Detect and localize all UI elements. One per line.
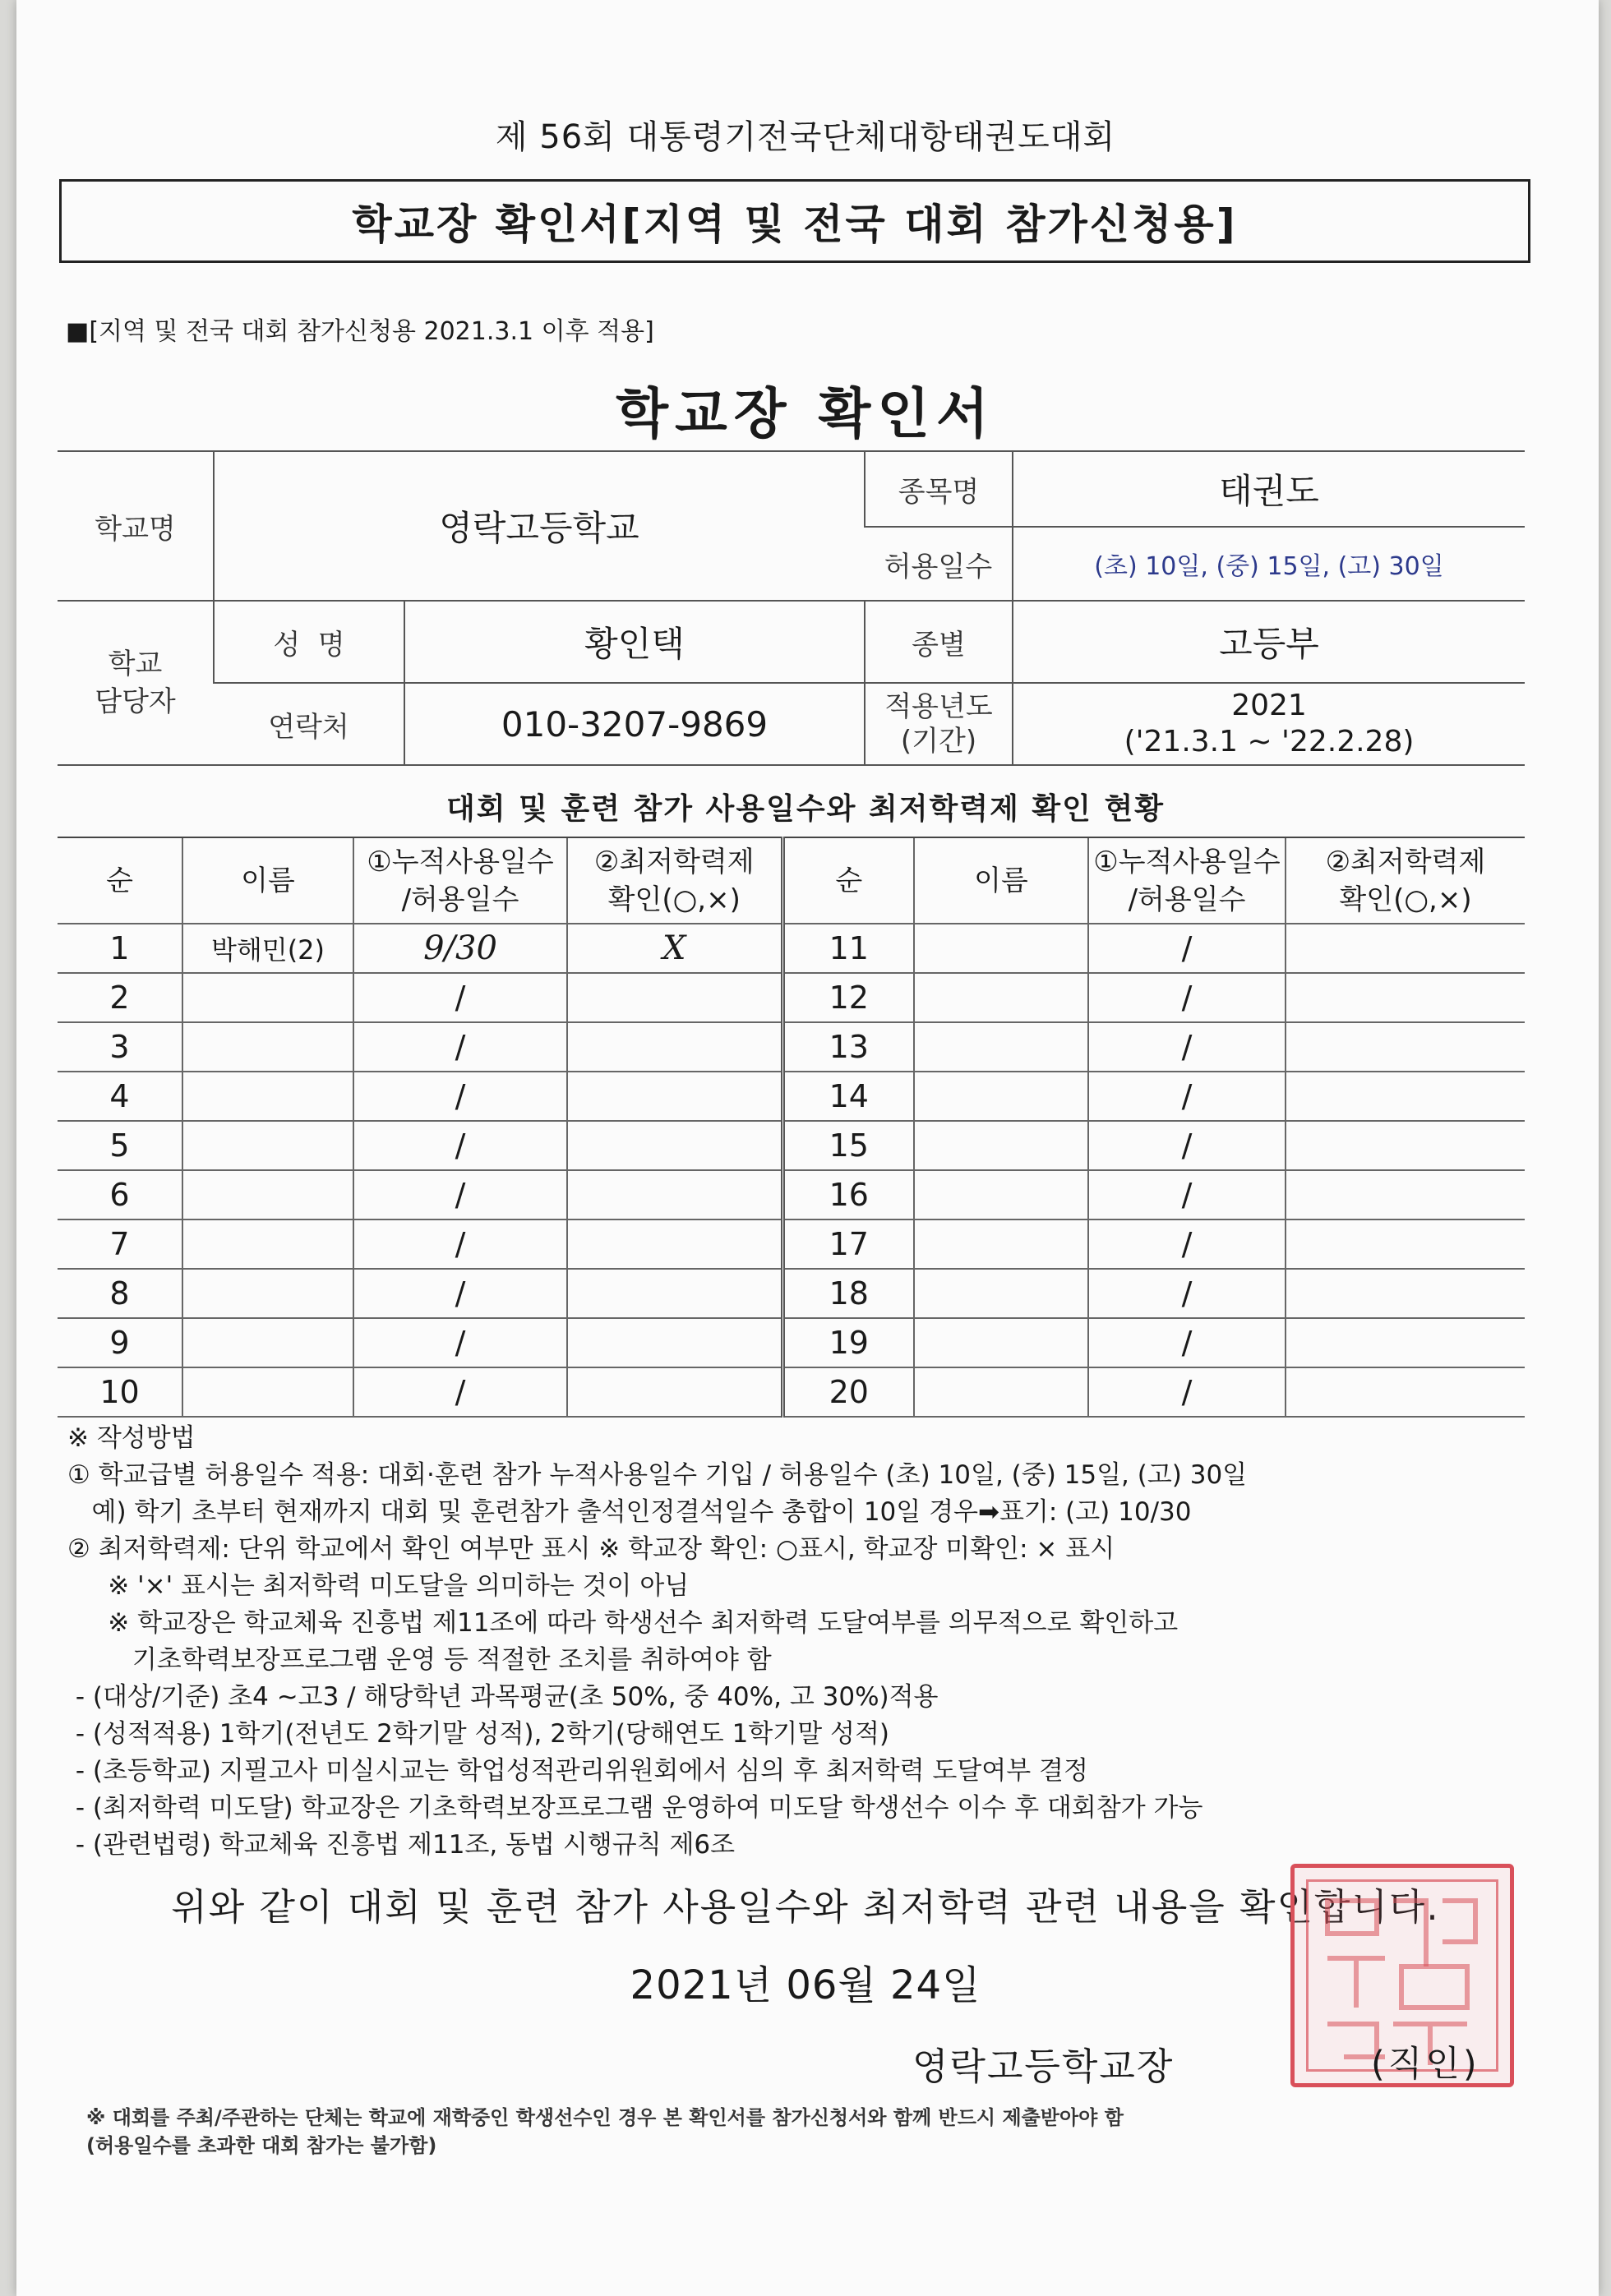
period-text: ('21.3.1 ~ '22.2.28) <box>1124 725 1415 758</box>
roster-left-no-cell: 2 <box>58 973 182 1022</box>
roster-left-no-cell: 3 <box>58 1022 182 1072</box>
instruction-line: ※ 작성방법 <box>67 1423 196 1453</box>
header-days: ①누적사용일수 /허용일수 <box>353 837 567 924</box>
roster-right-academic-cell <box>1286 1170 1525 1219</box>
roster-right-no-cell: 19 <box>782 1318 914 1367</box>
roster-left-name-cell <box>182 1269 353 1318</box>
roster-left-name-cell <box>182 1170 353 1219</box>
roster-left-days-cell: / <box>353 1022 567 1072</box>
roster-right-days-cell: / <box>1088 1121 1286 1170</box>
roster-left-days-cell: / <box>353 1219 567 1269</box>
roster-left-name-cell: 박해민(2) <box>182 924 353 973</box>
roster-left-academic-cell <box>567 973 782 1022</box>
roster-right-academic-cell <box>1286 1121 1525 1170</box>
roster-left-days-cell: 9/30 <box>353 924 567 973</box>
sport-label: 종목명 <box>865 451 1013 527</box>
header-no-right: 순 <box>782 837 914 924</box>
roster-right-academic-cell <box>1286 1318 1525 1367</box>
instruction-line: - (성적적용) 1학기(전년도 2학기말 성적), 2학기(당해연도 1학기말 성적) <box>67 1719 889 1749</box>
roster-left-name-cell <box>182 1072 353 1121</box>
roster-left-name-cell <box>182 1219 353 1269</box>
roster-right-days-cell: / <box>1088 1318 1286 1367</box>
header-academic-right: ②최저학력제 확인(○,×) <box>1286 837 1525 924</box>
roster-left-academic-cell <box>567 1269 782 1318</box>
roster-left-name-cell <box>182 973 353 1022</box>
allowed-days-value: (초) 10일, (중) 15일, (고) 30일 <box>1013 527 1525 601</box>
roster-table <box>58 837 1525 1418</box>
roster-left-academic-cell <box>567 1121 782 1170</box>
roster-left-days-cell: / <box>353 1121 567 1170</box>
school-name-value: 영락고등학교 <box>214 451 865 601</box>
roster-right-name-cell <box>914 1219 1088 1269</box>
roster-left-days-cell: / <box>353 973 567 1022</box>
roster-left-academic-cell <box>567 1318 782 1367</box>
event-title: 제 56회 대통령기전국단체대항태권도대회 <box>495 118 1116 156</box>
roster-right-name-cell <box>914 1318 1088 1367</box>
roster-right-no-cell: 16 <box>782 1170 914 1219</box>
header-name: 이름 <box>182 837 353 924</box>
roster-left-no-cell: 7 <box>58 1219 182 1269</box>
roster-right-name-cell <box>914 1269 1088 1318</box>
document-heading: 학교장 확인서 <box>616 382 995 445</box>
roster-right-name-cell <box>914 1367 1088 1417</box>
instruction-line: - (초등학교) 지필고사 미실시교는 학업성적관리위원회에서 심의 후 최저학력 도달여부 결정 <box>67 1756 1088 1786</box>
roster-left-days-cell: / <box>353 1269 567 1318</box>
roster-left-name-cell <box>182 1367 353 1417</box>
form-title-box: 학교장 확인서[지역 및 전국 대회 참가신청용] <box>59 179 1530 263</box>
roster-left-no-cell: 6 <box>58 1170 182 1219</box>
roster-right-no-cell: 11 <box>782 924 914 973</box>
roster-right-no-cell: 13 <box>782 1022 914 1072</box>
roster-left-days-cell: / <box>353 1318 567 1367</box>
school-name-label: 학교명 <box>58 451 214 601</box>
roster-left-name-cell <box>182 1022 353 1072</box>
table-row <box>58 1072 1525 1121</box>
roster-left-academic-cell <box>567 1219 782 1269</box>
category-value: 고등부 <box>1013 601 1525 683</box>
header-no: 순 <box>58 837 182 924</box>
table-row <box>58 1367 1525 1417</box>
roster-right-academic-cell <box>1286 1367 1525 1417</box>
table-row <box>58 924 1525 973</box>
writing-instructions <box>67 1420 1547 1864</box>
phone-label: 연락처 <box>214 683 404 765</box>
roster-left-academic-cell <box>567 1072 782 1121</box>
year-value <box>1013 683 1525 765</box>
roster-right-academic-cell <box>1286 924 1525 973</box>
roster-right-name-cell <box>914 973 1088 1022</box>
roster-right-name-cell <box>914 924 1088 973</box>
roster-right-no-cell: 17 <box>782 1219 914 1269</box>
header-name-right: 이름 <box>914 837 1088 924</box>
roster-left-no-cell: 4 <box>58 1072 182 1121</box>
footnote: ※ 대회를 주최/주관하는 단체는 학교에 재학중인 학생선수인 경우 본 확인서를 참가신청서와 함께 반드시 제출받아야 함 (허용일수를 초과한 대회 참가는 불가함) <box>86 2106 1124 2157</box>
roster-right-academic-cell <box>1286 1022 1525 1072</box>
roster-right-days-cell: / <box>1088 924 1286 973</box>
instruction-line: - (관련법령) 학교체육 진흥법 제11조, 동법 시행규칙 제6조 <box>67 1830 736 1860</box>
roster-right-no-cell: 12 <box>782 973 914 1022</box>
roster-body <box>58 924 1525 1417</box>
roster-right-days-cell: / <box>1088 1022 1286 1072</box>
roster-right-days-cell: / <box>1088 1367 1286 1417</box>
roster-right-name-cell <box>914 1170 1088 1219</box>
roster-right-no-cell: 18 <box>782 1269 914 1318</box>
phone-value: 010-3207-9869 <box>404 683 865 765</box>
roster-right-academic-cell <box>1286 1269 1525 1318</box>
roster-right-academic-cell <box>1286 1219 1525 1269</box>
roster-right-name-cell <box>914 1121 1088 1170</box>
roster-left-days-cell: / <box>353 1072 567 1121</box>
header-days-right: ①누적사용일수 /허용일수 <box>1088 837 1286 924</box>
roster-right-name-cell <box>914 1022 1088 1072</box>
school-info-table <box>58 450 1525 766</box>
roster-left-no-cell: 1 <box>58 924 182 973</box>
issue-date: 2021년 06월 24일 <box>630 1962 981 2008</box>
table-row <box>58 1318 1525 1367</box>
sport-value: 태권도 <box>1013 451 1525 527</box>
roster-left-no-cell: 8 <box>58 1269 182 1318</box>
roster-right-days-cell: / <box>1088 1072 1286 1121</box>
instruction-line: ※ '×' 표시는 최저학력 미도달을 의미하는 것이 아님 <box>67 1571 690 1601</box>
year-text: 2021 <box>1231 689 1307 722</box>
roster-left-days-cell: / <box>353 1367 567 1417</box>
roster-right-no-cell: 20 <box>782 1367 914 1417</box>
roster-left-academic-cell <box>567 1170 782 1219</box>
table-row <box>58 973 1525 1022</box>
roster-left-name-cell <box>182 1318 353 1367</box>
applies-note: ■[지역 및 전국 대회 참가신청용 2021.3.1 이후 적용] <box>66 317 654 346</box>
roster-left-academic-cell <box>567 1022 782 1072</box>
category-label: 종별 <box>865 601 1013 683</box>
table-row <box>58 1121 1525 1170</box>
roster-left-days-cell: / <box>353 1170 567 1219</box>
roster-right-academic-cell <box>1286 973 1525 1022</box>
instruction-line: ※ 학교장은 학교체육 진흥법 제11조에 따라 학생선수 최저학력 도달여부를 의무적으로 확인하고 <box>67 1608 1179 1638</box>
instruction-line: - (최저학력 미도달) 학교장은 기초학력보장프로그램 운영하여 미도달 학생선수 이수 후 대회참가 가능 <box>67 1793 1203 1823</box>
instruction-line: 기초학력보장프로그램 운영 등 적절한 조치를 취하여야 함 <box>67 1645 772 1675</box>
roster-right-no-cell: 14 <box>782 1072 914 1121</box>
contact-group-label: 학교 담당자 <box>58 601 214 765</box>
roster-right-academic-cell <box>1286 1072 1525 1121</box>
roster-right-name-cell <box>914 1072 1088 1121</box>
allowed-days-label: 허용일수 <box>865 527 1013 601</box>
roster-right-no-cell: 15 <box>782 1121 914 1170</box>
signer-name: 영락고등학교장 <box>912 2045 1175 2088</box>
roster-right-days-cell: / <box>1088 1170 1286 1219</box>
person-name-value: 황인택 <box>404 601 865 683</box>
year-label: 적용년도 (기간) <box>865 683 1013 765</box>
person-name-label: 성 명 <box>214 601 404 683</box>
table-row <box>58 1269 1525 1318</box>
instruction-line: ② 최저학력제: 단위 학교에서 확인 여부만 표시 ※ 학교장 확인: ○표시, 학교장 미확인: × 표시 <box>67 1534 1115 1564</box>
table-row <box>58 1022 1525 1072</box>
instruction-line: 예) 학기 초부터 현재까지 대회 및 훈련참가 출석인정결석일수 총합이 10일 경우➡표기: (고) 10/30 <box>67 1497 1192 1527</box>
table-row <box>58 1219 1525 1269</box>
roster-left-no-cell: 9 <box>58 1318 182 1367</box>
roster-right-days-cell: / <box>1088 1219 1286 1269</box>
seal-label: (직인) <box>1371 2044 1480 2085</box>
roster-left-academic-cell <box>567 1367 782 1417</box>
roster-right-days-cell: / <box>1088 973 1286 1022</box>
roster-left-no-cell: 5 <box>58 1121 182 1170</box>
instruction-line: - (대상/기준) 초4 ~고3 / 해당학년 과목평균(초 50%, 중 40%, 고 30%)적용 <box>67 1682 939 1712</box>
status-title: 대회 및 훈련 참가 사용일수와 최저학력제 확인 현황 <box>445 792 1166 826</box>
confirmation-statement: 위와 같이 대회 및 훈련 참가 사용일수와 최저학력 관련 내용을 확인합니다. <box>171 1885 1440 1929</box>
roster-right-days-cell: / <box>1088 1269 1286 1318</box>
roster-left-name-cell <box>182 1121 353 1170</box>
header-academic: ②최저학력제 확인(○,×) <box>567 837 782 924</box>
instruction-line: ① 학교급별 허용일수 적용: 대회·훈련 참가 누적사용일수 기입 / 허용일수 (초) 10일, (중) 15일, (고) 30일 <box>67 1460 1248 1490</box>
roster-left-academic-cell: X <box>567 924 782 973</box>
table-row <box>58 1170 1525 1219</box>
roster-left-no-cell: 10 <box>58 1367 182 1417</box>
